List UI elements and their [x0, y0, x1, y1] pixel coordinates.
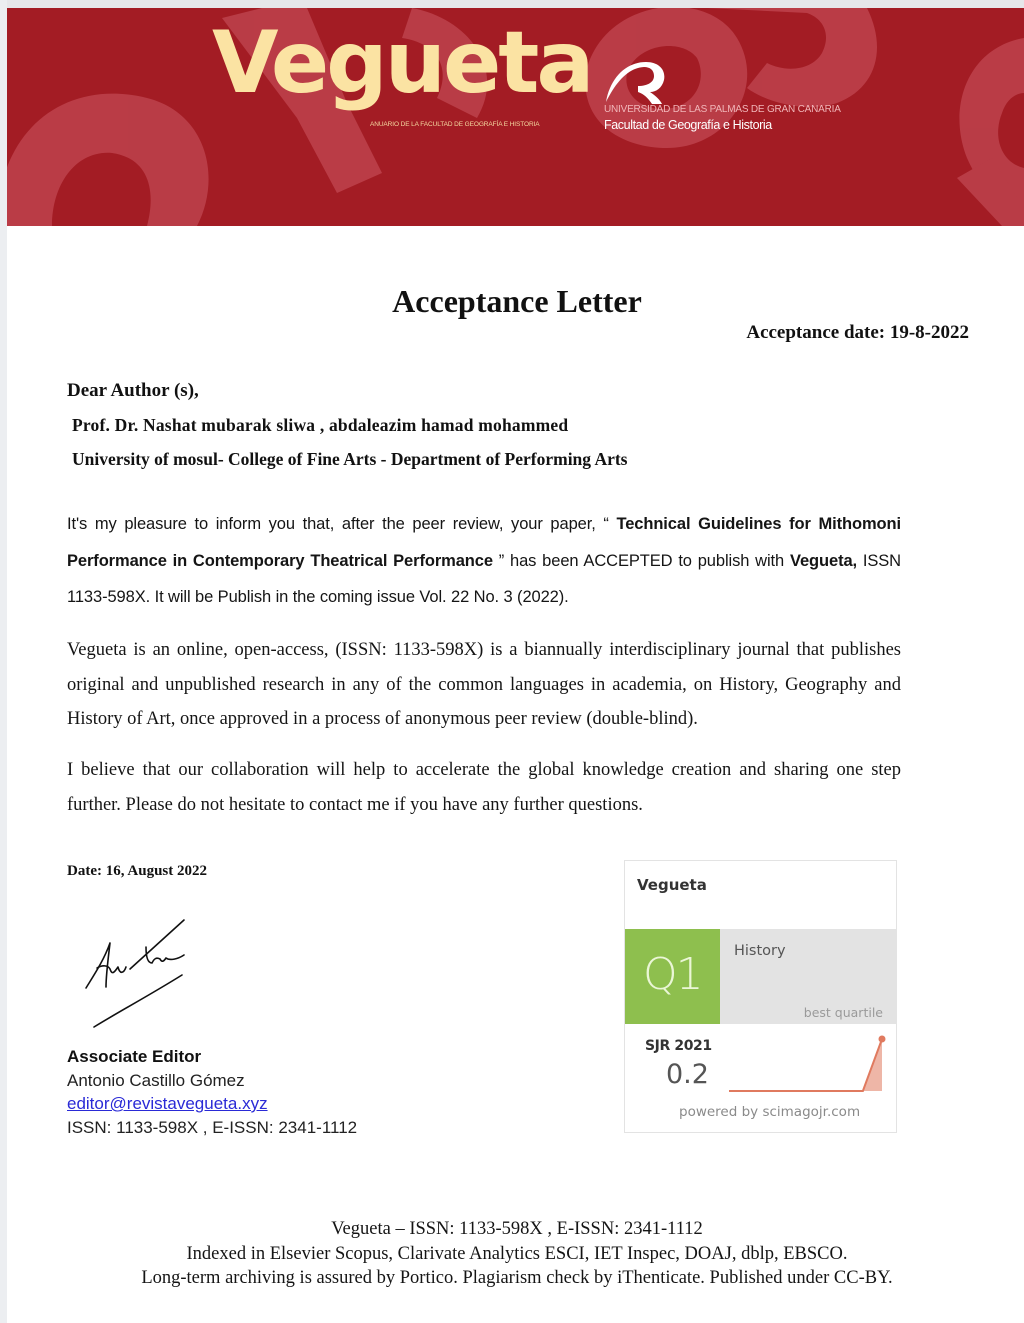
page-frame-top [0, 0, 1024, 8]
sjr-quartile-badge [625, 929, 720, 1024]
acceptance-intro: It's my pleasure to inform you that, after the peer review, your paper, “ [67, 515, 617, 533]
university-logo-icon [604, 60, 674, 104]
author-affiliation: University of mosul- College of Fine Arts - Department of Performing Arts [72, 449, 628, 469]
sjr-trend-point [879, 1036, 886, 1043]
editor-email-link[interactable]: editor@revistavegueta.xyz [67, 1094, 268, 1113]
acceptance-middle: ” has been ACCEPTED to publish with [492, 551, 790, 570]
sjr-trend-line [729, 1039, 882, 1091]
letter-title: Acceptance Letter [392, 283, 642, 319]
sjr-category: History [734, 943, 786, 959]
university-name: UNIVERSIDAD DE LAS PALMAS DE GRAN CANARIA [604, 104, 841, 115]
journal-logo-wordmark: Vegueta [212, 13, 592, 113]
footer-archiving: Long-term archiving is assured by Portico. Plagiarism check by iThenticate. Published under CC-BY. [141, 1268, 893, 1288]
sjr-quartile: Q1 [643, 949, 702, 1000]
sjr-quartile-note: best quartile [803, 1005, 883, 1020]
sjr-label: SJR 2021 [645, 1038, 712, 1054]
journal-description-paragraph: Vegueta is an online, open-access, (ISSN: 1133-598X) is a biannually interdisciplinary journal that publishes original and unpublished research in any of the common languages in academia, on History, Geography and History of Art, once approved in a process of anonymous peer review (double-blind). [67, 640, 901, 729]
closing-paragraph: I believe that our collaboration will help to accelerate the global knowledge creation and sharing one step further. Please do not hesitate to contact me if you have any further questions. [67, 760, 901, 815]
sjr-category-box [720, 929, 897, 1024]
editor-contact [67, 1045, 357, 1139]
journal-logo-subtitle: ANUARIO DE LA FACULTAD DE GEOGRAFÍA E HISTORIA [370, 121, 540, 128]
journal-header-banner [7, 8, 1024, 226]
sjr-journal-name: Vegueta [637, 876, 707, 894]
author-names: Prof. Dr. Nashat mubarak sliwa , abdaleazim hamad mohammed [72, 415, 569, 435]
editor-issn: ISSN: 1133-598X , E-ISSN: 2341-1112 [67, 1117, 358, 1137]
acceptance-paragraph [67, 506, 901, 616]
footer-indexing: Indexed in Elsevier Scopus, Clarivate Analytics ESCI, IET Inspec, DOAJ, dblp, EBSCO. [186, 1243, 848, 1264]
page-footer [0, 1217, 1024, 1291]
sjr-trend-chart [717, 1031, 892, 1099]
editor-name: Antonio Castillo Gómez [67, 1070, 245, 1090]
footer-issn: Vegueta – ISSN: 1133-598X , E-ISSN: 2341-1112 [331, 1219, 703, 1239]
journal-name: Vegueta, [789, 551, 858, 570]
acceptance-end: ISSN 1133-598X. It will be Publish in the coming issue Vol. 22 No. 3 (2022). [67, 551, 901, 606]
paper-title: Technical Guidelines for Mithomoni Performance in Contemporary Theatrical Performance [67, 515, 901, 570]
salutation: Dear Author (s), [67, 380, 199, 401]
sjr-widget[interactable] [624, 860, 897, 1133]
signature-date: Date: 16, August 2022 [67, 863, 208, 879]
sjr-value: 0.2 [666, 1059, 709, 1090]
editor-role: Associate Editor [67, 1047, 202, 1066]
page-frame-left [0, 0, 7, 1323]
faculty-name: Facultad de Geografía e Historia [604, 118, 772, 132]
editor-signature [80, 915, 200, 1030]
sjr-powered-by: powered by scimagojr.com [679, 1104, 861, 1120]
acceptance-date: Acceptance date: 19-8-2022 [746, 322, 969, 343]
